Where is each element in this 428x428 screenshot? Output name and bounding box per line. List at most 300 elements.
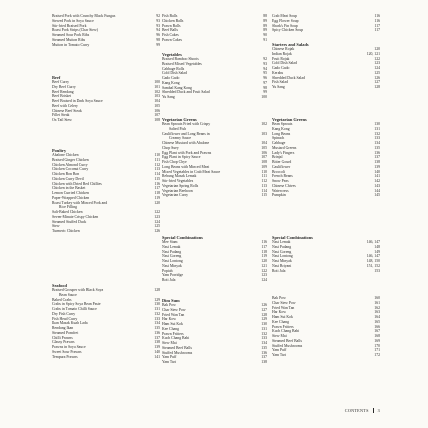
entry-title: Nasi Goreng [162, 254, 182, 259]
entry-title: Steamed Stuffed Duck [52, 219, 87, 224]
entry-page-number: 98 [156, 37, 160, 42]
entry-title: Yam Tart [272, 353, 286, 357]
contents-entry [52, 229, 160, 234]
entry-title: Seven-Minute Crispy Chicken [52, 214, 99, 219]
contents-entry [162, 193, 267, 198]
entry-title: Cold Dish Salad [162, 71, 187, 76]
entry-page-number: 143 [374, 183, 380, 188]
entry-title: Siew Mai [162, 341, 177, 346]
entry-page-number: 93 [156, 18, 160, 23]
entry-title: Watercress [272, 188, 289, 193]
entry-title: Stewed Pork in Soya Sauce [52, 18, 94, 23]
contents-entry [52, 43, 160, 48]
entry-title: Cabbage [272, 141, 286, 146]
entry-page-number: 117 [261, 244, 267, 249]
section-heading: Vegetarian Greens [162, 116, 197, 122]
entry-page-number: 134 [261, 341, 267, 346]
entry-title: Pumpkin [272, 193, 286, 198]
page-number: 3 [377, 408, 380, 413]
entry-title: Ox Tail Stew [52, 118, 72, 123]
section-heading: Poultry [52, 147, 67, 153]
entry-title: Stuffed Mushrooms [162, 350, 193, 355]
entry-page-number: 107 [261, 155, 267, 160]
entry-page-number: 138 [154, 340, 160, 345]
contents-section [272, 296, 380, 358]
entry-title: Chicken in the Basket [52, 186, 86, 191]
entry-title: Chicken with Dried Red Chillies [52, 181, 102, 186]
entry-page-number: 89 [263, 28, 267, 33]
entry-page-number: 148 [374, 244, 380, 249]
entry-title: Rendang Ikan [52, 326, 74, 331]
entry-title: Sweet Sour Prawns [52, 349, 82, 354]
entry-title: Gado Gado [162, 76, 180, 81]
entry-page-number: 112 [261, 179, 267, 184]
contents-entry [162, 360, 267, 365]
entry-page-number: 124 [261, 278, 267, 283]
entry-page-number: 93 [263, 61, 267, 66]
entry-title: Nasi Lemak [162, 244, 181, 249]
entry-page-number: 103 [154, 94, 160, 99]
entry-page-number: 94 [156, 28, 160, 33]
entry-page-number: 104 [261, 141, 267, 146]
entry-title: Fillet Steak [52, 113, 70, 118]
entry-page-number: 133 [374, 136, 380, 141]
entry-page-number: 136 [261, 350, 267, 355]
entry-title: Nasi Briyani [272, 263, 292, 268]
entry-page-number: 165 [374, 319, 380, 324]
entry-page-number: 164 [374, 315, 380, 319]
entry-page-number: 111 [154, 157, 160, 162]
entry-title: Chinese Mustard with Abalone [162, 141, 210, 146]
entry-page-number: 139 [154, 345, 160, 350]
entry-page-number: 105 [261, 145, 267, 150]
entry-title: Nasi Lontong [162, 259, 183, 264]
entry-page-number: 126 [374, 75, 380, 80]
entry-page-number: 97 [263, 80, 267, 85]
entry-page-number: 90 [263, 33, 267, 37]
entry-title: Braised Grouper with Black Soya [52, 288, 104, 293]
entry-title: Fish Chop Chye [162, 160, 187, 165]
entry-title: Braised Mixed Vegetables [162, 61, 202, 66]
entry-page-number: 96 [263, 76, 267, 81]
entry-page-number: 135 [374, 145, 380, 150]
entry-title: Salt-Baked Chicken [52, 210, 83, 215]
entry-page-number: 123 [154, 214, 160, 219]
entry-page-number: 137 [154, 335, 160, 340]
entry-title: Fried Wan Tan [272, 305, 295, 310]
entry-page-number: 114 [261, 188, 267, 193]
entry-title: Steamed Beef Balls [272, 338, 302, 343]
entry-page-number: 110 [261, 169, 267, 174]
contents-entry [162, 278, 267, 283]
entry-title: Braised Pork with Crunchy Black Fungus [52, 14, 116, 18]
entry-page-number: 106 [261, 150, 267, 155]
entry-title: Roti Jala [162, 278, 176, 283]
contents-entry [272, 269, 380, 274]
entry-title: Nasi Minyak [272, 259, 292, 264]
entry-title: Shredded Duck and Fruit Salad [162, 90, 210, 95]
entry-page-number: 172 [374, 353, 380, 357]
entry-page-number: 135 [154, 326, 160, 331]
entry-title: Kerabu [272, 70, 284, 75]
contents-section [272, 233, 380, 273]
entry-title: Yam Puff [272, 348, 287, 353]
entry-title: Nasi Padang [272, 244, 292, 249]
entry-title: Mixed Vegetables in Crab Meat Sauce [162, 169, 221, 174]
entry-title: Braised Bamboo Shoots [162, 57, 199, 62]
entry-title: Crab Meat Soup [272, 14, 297, 18]
entry-title: Bean Sprouts Fried with Crispy [162, 122, 211, 127]
entry-page-number: 168 [374, 334, 380, 338]
entry-page-number: 116 [261, 240, 267, 245]
entry-page-number: 116 [374, 14, 380, 18]
entry-page-number: 112 [154, 162, 160, 167]
entry-title: Kang Kong [272, 126, 290, 131]
entry-page-number: 127 [374, 80, 380, 85]
entry-title: Sambal Kang Kong [162, 85, 192, 90]
entry-page-number: 105 [154, 103, 160, 108]
entry-title: Steamed Beef Balls [162, 345, 192, 350]
footer-separator [373, 408, 374, 413]
entry-page-number: 92 [156, 14, 160, 18]
entry-title: Snow Peas [272, 179, 289, 184]
entry-page-number: 99 [156, 42, 160, 47]
contents-section [162, 14, 267, 43]
entry-page-number: 167 [374, 329, 380, 334]
section-heading: Special Combinations [272, 234, 313, 240]
footer-label: CONTENTS [344, 408, 369, 413]
entry-page-number: 127 [261, 307, 267, 312]
entry-page-number: 119 [154, 195, 160, 200]
entry-title: Fried Wan Tan [162, 312, 185, 317]
entry-title: Crabs in Tomato Chilli Sauce [52, 307, 97, 312]
entry-page-number: 102 [154, 89, 160, 94]
entry-page-number: 108 [154, 118, 160, 123]
entry-title: Chinese Rojak [272, 47, 295, 52]
entry-title: Beef Brisket [52, 94, 72, 99]
entry-title: Nasi Goreng [272, 249, 292, 254]
entry-title: Paper-Wrapped Chicken [52, 195, 90, 200]
entry-title: Prawns in Soya Sauce [52, 345, 86, 350]
page-footer [300, 408, 380, 413]
entry-page-number: 124 [374, 66, 380, 71]
entry-title: Prawn Fritters [272, 324, 294, 329]
entry-page-number: 129 [261, 317, 267, 322]
entry-title: Mustard Greens [272, 145, 297, 150]
entry-title: French Beans [272, 174, 293, 179]
contents-section [162, 233, 267, 283]
entry-page-number: 115 [261, 193, 267, 198]
contents-section [162, 115, 267, 198]
entry-title: Chilli Prawns [52, 335, 73, 340]
entry-page-number: 132 [261, 331, 267, 336]
entry-title: Roast Pork Strips (Char Siew) [52, 28, 98, 33]
entry-title: Stir-fried Vegetables [162, 179, 194, 184]
entry-page-number: 128 [154, 288, 160, 293]
entry-title: Har Kow [272, 310, 287, 315]
entry-page-number: 118 [154, 191, 160, 196]
entry-title: Dry Beef Curry [52, 84, 76, 89]
section-heading: Vegetarian Greens [272, 116, 307, 122]
entry-page-number: 120 [154, 200, 160, 205]
entry-title: Kuch Chang Babi [272, 329, 300, 334]
contents-section [272, 115, 380, 198]
contents-section [52, 73, 160, 123]
entry-title: Long Beans with Minced Meat [162, 164, 210, 169]
entry-title: Chicken Curry Devil [52, 176, 84, 181]
entry-title: Spinach [272, 136, 285, 141]
entry-title: Prawn Cakes [162, 37, 182, 42]
entry-title: Yu Sang [162, 95, 175, 100]
section-heading: Starters and Salads [272, 41, 309, 47]
entry-title: Vegetarian Beehoon [162, 188, 193, 193]
entry-title: Baked Crabs [52, 297, 72, 302]
entry-title: Kang Kong [162, 80, 180, 85]
contents-section [52, 281, 160, 359]
entry-page-number: 139 [374, 164, 380, 169]
entry-title: Mee Siam [162, 240, 178, 245]
entry-title: Roti Jala [272, 268, 286, 273]
entry-page-number: 169 [374, 338, 380, 343]
entry-title: Shredded Duck Salad [272, 75, 305, 80]
entry-page-number: 118 [261, 249, 267, 254]
contents-section [52, 146, 160, 234]
entry-title: Fish Salad [272, 80, 288, 85]
entry-title: Cauliflower [272, 164, 291, 169]
contents-entry [162, 95, 267, 100]
entry-page-number: 160 [374, 296, 380, 300]
contents-section [162, 296, 267, 365]
entry-title: Long Beans [272, 131, 291, 136]
entry-page-number: 135 [261, 345, 267, 350]
entry-title: Kee Chang [162, 326, 179, 331]
entry-page-number: 137 [261, 355, 267, 360]
entry-title: Egg Plant in Spicy Sauce [162, 155, 201, 160]
entry-title: Steamed Mutton Ribs [52, 37, 86, 42]
entry-page-number: 141 [154, 354, 160, 359]
contents-entry [272, 85, 380, 90]
entry-title: Egg Flower Soup [272, 18, 299, 23]
entry-page-number: 140 [374, 169, 380, 174]
entry-title: Beef Curry [52, 80, 69, 85]
contents-section [162, 50, 267, 100]
entry-page-number: 149 [374, 249, 380, 254]
entry-page-number: 123 [261, 273, 267, 278]
entry-title: Prawn Balls [162, 23, 181, 28]
entry-page-number: 146, 147 [366, 240, 380, 245]
entry-title: Bitter Gourd [272, 160, 292, 165]
entry-title: Cold Dish Salad [272, 61, 297, 66]
entry-page-number: 120 [374, 47, 380, 52]
entry-title: Chinese Chives [272, 183, 296, 188]
entry-page-number: 171 [374, 348, 380, 353]
entry-page-number: 133 [261, 336, 267, 341]
entry-page-number: 89 [263, 18, 267, 23]
entry-page-number: 124 [154, 219, 160, 224]
entry-title: Fish Cakes [162, 33, 179, 37]
entry-title: Fish Head Curry [52, 316, 78, 321]
entry-title: Vegetarian Curry [162, 193, 189, 198]
entry-page-number: 98 [263, 85, 267, 90]
contents-entry [272, 193, 380, 198]
entry-page-number: 130 [154, 302, 160, 307]
entry-title: Beef with Celery [52, 103, 78, 108]
entry-title: Vegetarian Spring Rolls [162, 183, 199, 188]
entry-page-number: 137 [374, 155, 380, 160]
entry-title: Yam Tart [162, 360, 176, 365]
entry-title: Beef Balls [162, 28, 178, 33]
entry-title: Chop Suey [162, 145, 179, 150]
entry-page-number: 151, 152 [366, 263, 380, 268]
entry-page-number: 134 [374, 141, 380, 146]
entry-page-number: 163 [374, 310, 380, 315]
entry-page-number: 115 [154, 176, 160, 181]
entry-title: Chicken Almond Curry [52, 162, 88, 167]
entry-page-number: 114 [154, 172, 160, 177]
entry-page-number: 125 [154, 224, 160, 229]
entry-page-number: 133 [154, 316, 160, 321]
entry-title: Egg Plant with Pork and Prawns [162, 150, 212, 155]
entry-page-number: 92 [263, 57, 267, 62]
entry-title: Ham Sui Kok [162, 322, 183, 327]
contents-entry [162, 38, 267, 43]
entry-page-number: 131 [154, 307, 160, 312]
entry-title: Lemon Curried Chicken [52, 191, 89, 196]
entry-page-number: 103 [261, 131, 267, 136]
entry-page-number: 126 [261, 303, 267, 308]
entry-title: Fish Balls [162, 14, 178, 18]
entry-title: Chicken Balls [162, 18, 184, 23]
entry-page-number: 117 [374, 23, 380, 28]
entry-title: Dry Fish Curry [52, 311, 76, 316]
entry-title: Cauliflower and Long Beans in [162, 131, 210, 136]
contents-section [272, 40, 380, 90]
entry-title: Spicy Chicken Soup [272, 28, 304, 33]
entry-title: Roast Turkey with Minced Pork and [52, 200, 108, 205]
entry-page-number: 128 [261, 312, 267, 317]
entry-title: Braised Ginger Chicken [52, 157, 89, 162]
entry-title: Nasi Lontong [272, 254, 293, 259]
entry-page-number: 170 [374, 343, 380, 348]
entry-page-number: 123 [374, 61, 380, 66]
entry-title: Stir-fried Braised Pork [52, 23, 87, 28]
entry-title: Chinese Beef Steak [52, 108, 82, 113]
entry-page-number: 148, 150 [366, 259, 380, 264]
entry-title: Shark's Fin Soup [272, 23, 298, 28]
entry-title: Gado Gado [272, 66, 290, 71]
entry-title: Creamy Sauce [169, 136, 192, 141]
section-heading: Dim Sum [162, 297, 180, 303]
entry-title: Yu Sang [272, 85, 285, 90]
entry-page-number: 101 [154, 84, 160, 89]
entry-title: Salted Fish [169, 126, 186, 131]
entry-page-number: 125 [374, 70, 380, 75]
entry-title: Steamed Pomfret [52, 330, 79, 335]
entry-title: Char Siew Pow [162, 307, 186, 312]
entry-page-number: 100 [261, 95, 267, 100]
entry-title: Indian Rojak [272, 51, 292, 56]
entry-title: Nasi Padang [162, 249, 182, 254]
entry-page-number: 120, 121 [366, 51, 380, 56]
entry-title: Har Kow [162, 317, 177, 322]
entry-page-number: 146, 147 [366, 254, 380, 259]
entry-page-number: 104 [154, 99, 160, 104]
entry-page-number: 132 [374, 131, 380, 136]
entry-page-number: 145 [374, 193, 380, 198]
entry-page-number: 126 [154, 229, 160, 234]
entry-page-number: 116 [154, 181, 160, 186]
entry-title: Turmeric Chicken [52, 229, 80, 234]
entry-page-number: 107 [154, 113, 160, 118]
entry-title: Chicken Coconut Curry [52, 167, 89, 172]
contents-entry [272, 28, 380, 33]
entry-title: Siew Mai [272, 334, 287, 338]
contents-entry [272, 353, 380, 358]
section-heading: Special Combinations [162, 234, 203, 240]
entry-title: Bean Sprouts [272, 122, 293, 127]
entry-title: Ham Sui Kok [272, 315, 293, 319]
entry-page-number: 117 [374, 28, 380, 33]
entry-title: Kuch Chang Babi [162, 336, 190, 341]
entry-title: Ikan Masak Kuah Lada [52, 321, 88, 326]
entry-title: Kee Chang [272, 319, 289, 324]
entry-title: Nasi Lemak [272, 240, 291, 245]
entry-page-number: 129 [154, 297, 160, 302]
entry-page-number: 102 [261, 122, 267, 127]
entry-page-number: 108 [261, 160, 267, 165]
entry-title: Abalone Chicken [52, 153, 79, 158]
contents-entry [52, 118, 160, 123]
entry-title: Beef Braised in Dark Soya Sauce [52, 99, 103, 104]
entry-page-number: 96 [156, 33, 160, 37]
entry-page-number: 100 [154, 80, 160, 85]
entry-page-number: 144 [374, 188, 380, 193]
entry-page-number: 89 [263, 23, 267, 28]
entry-title: Stuffed Mushrooms [272, 343, 303, 348]
contents-section [52, 14, 160, 47]
entry-page-number: 142 [374, 179, 380, 184]
entry-title: Glassy Prawns [52, 340, 75, 345]
entry-page-number: 138 [374, 160, 380, 165]
entry-title: Chicken Bon Bon [52, 172, 80, 177]
entry-page-number: 113 [154, 167, 160, 172]
entry-title: Rebung Masak Lemak [162, 174, 197, 179]
entry-page-number: 128 [374, 85, 380, 90]
entry-page-number: 166 [374, 324, 380, 329]
entry-page-number: 120 [261, 259, 267, 264]
entry-page-number: 138 [261, 360, 267, 365]
contents-entry [52, 355, 160, 360]
entry-page-number: 116 [374, 18, 380, 23]
entry-page-number: 91 [263, 37, 267, 42]
entry-title: Bak Pow [272, 296, 286, 300]
entry-page-number: 94 [263, 66, 267, 71]
entry-title: Prawn Fritters [162, 331, 184, 336]
section-heading: Vegetables [162, 51, 182, 57]
entry-page-number: 119 [261, 254, 267, 259]
section-heading: Seafood [52, 282, 67, 288]
entry-title: Char Siew Pow [272, 300, 296, 305]
entry-title: Brinjal [272, 155, 283, 160]
entry-page-number: 140 [154, 349, 160, 354]
entry-title: Fruit Rojak [272, 56, 290, 61]
entry-page-number: 95 [263, 71, 267, 76]
entry-title: Bean Sauce [59, 292, 77, 297]
entry-title: Crabs in Spicy Soya Bean Paste [52, 302, 101, 307]
entry-title: Broccoli [272, 169, 286, 174]
entry-page-number: 153 [374, 268, 380, 273]
entry-title: Steamed Sour Pork Ribs [52, 33, 90, 37]
